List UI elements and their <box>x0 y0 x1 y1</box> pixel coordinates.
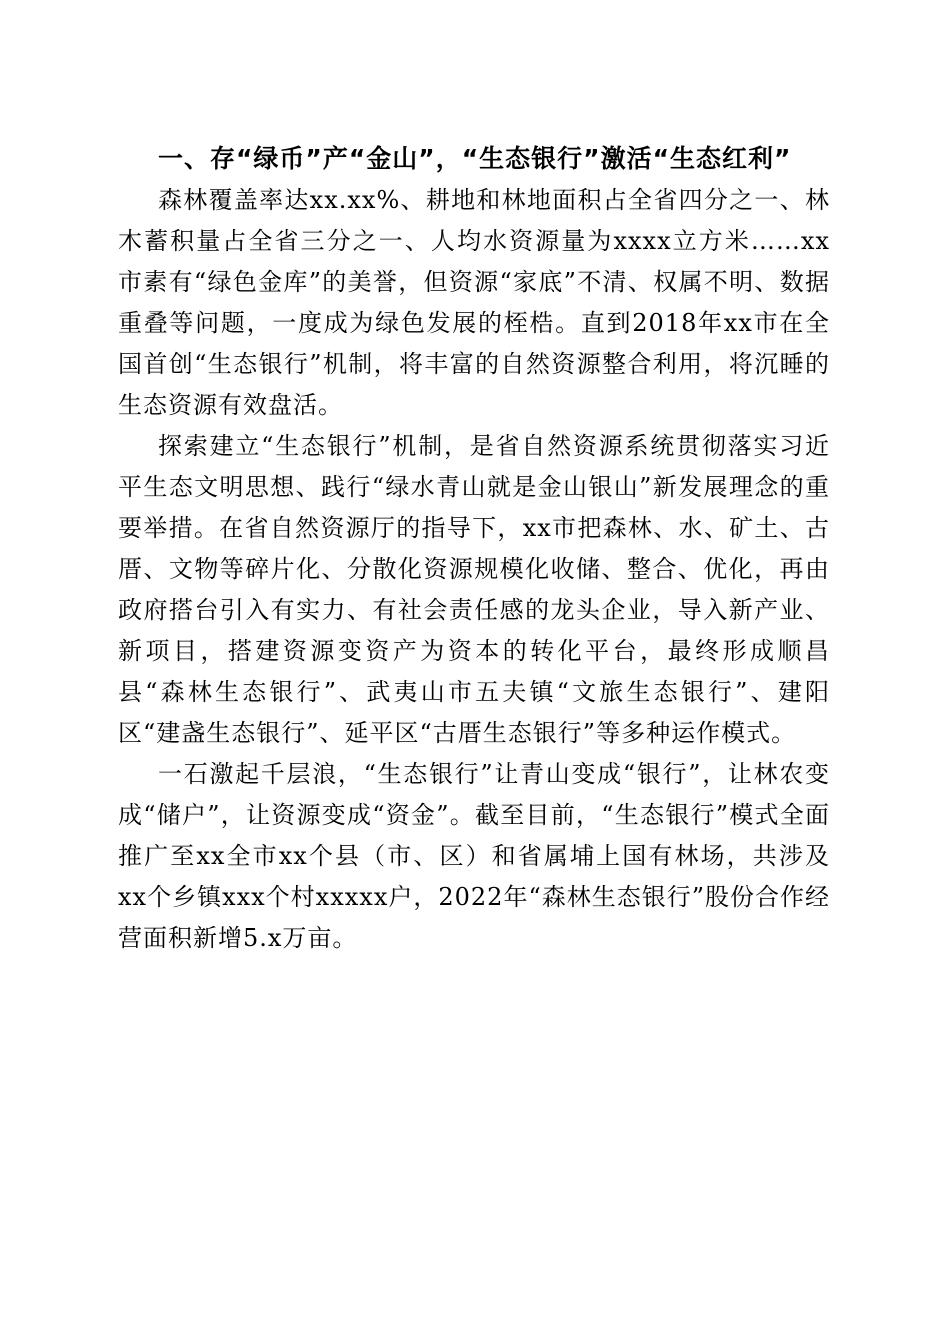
paragraph-eco-bank-results: 一石激起千层浪，“生态银行”让青山变成“银行”，让林农变成“储户”，让资源变成“资金”。截至目前，“生态银行”模式全面推广至xx全市xx个县（市、区）和省属埔上国有林场，共涉及xx个乡镇xxx个村xxxxx户，2022年“森林生态银行”股份合作经营面积新增5.x万亩。 <box>118 760 830 952</box>
paragraph-eco-bank-mechanism: 探索建立“生态银行”机制，是省自然资源系统贯彻落实习近平生态文明思想、践行“绿水青山就是金山银山”新发展理念的重要举措。在省自然资源厅的指导下，xx市把森林、水、矿土、古厝、文物等碎片化、分散化资源规模化收储、整合、优化，再由政府搭台引入有实力、有社会责任感的龙头企业，导入新产业、新项目，搭建资源变资产为资本的转化平台，最终形成顺昌县“森林生态银行”、武夷山市五夫镇“文旅生态银行”、建阳区“建盏生态银行”、延平区“古厝生态银行”等多种运作模式。 <box>118 432 830 747</box>
section-heading: 一、存“绿币”产“金山”，“生态银行”激活“生态红利” <box>158 144 792 173</box>
paragraph-forest-resources: 森林覆盖率达xx.xx%、耕地和林地面积占全省四分之一、林木蓄积量占全省三分之一、人均水资源量为xxxx立方米……xx市素有“绿色金库”的美誉，但资源“家底”不清、权属不明、数据重叠等问题，一度成为绿色发展的桎梏。直到2018年xx市在全国首创“生态银行”机制，将丰富的自然资源整合利用，将沉睡的生态资源有效盘活。 <box>118 186 830 419</box>
document-body <box>118 140 830 959</box>
